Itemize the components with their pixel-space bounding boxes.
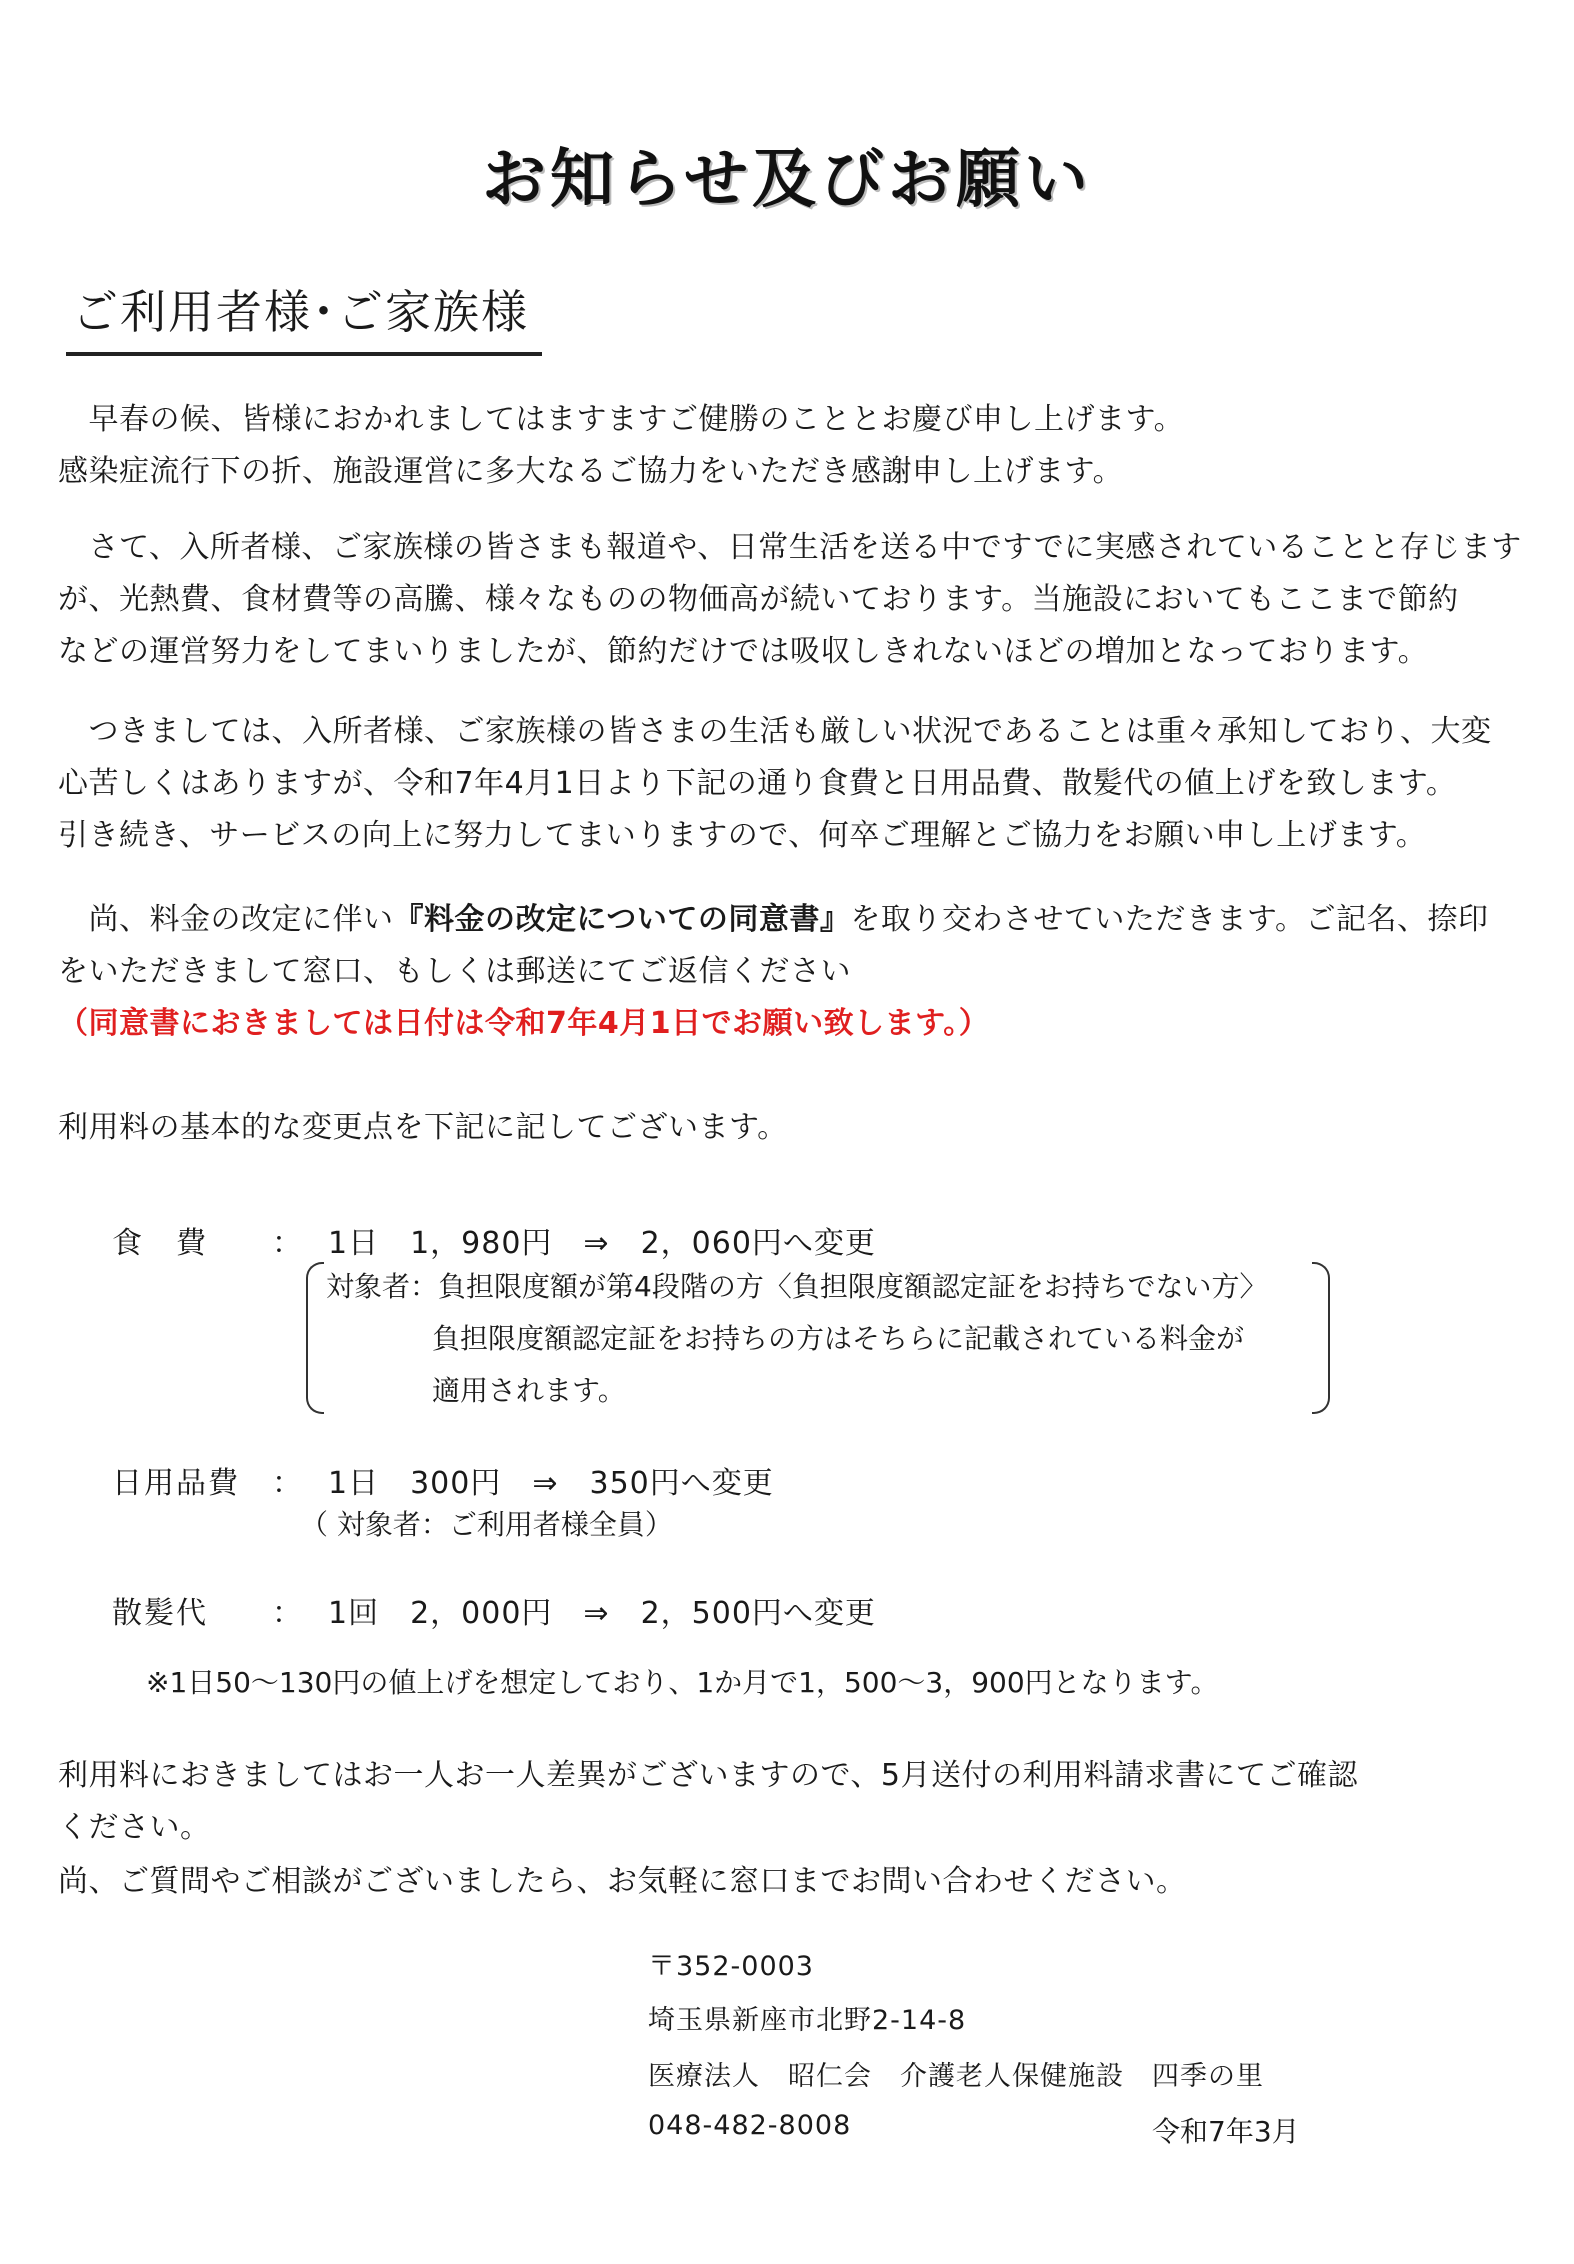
fee-value-haircut: 1回 2，000円 ⇒ 2，500円へ変更 [328,1596,876,1631]
phone-number: 048-482-8008 [648,2110,852,2141]
fee-footnote: ※1日50～130円の値上げを想定しており、1か月で1，500～3，900円となります。 [146,1666,1219,1699]
fee-value-food: 1日 1，980円 ⇒ 2，060円へ変更 [328,1226,876,1261]
food-note-line: 対象者：負担限度額が第4段階の方〈負担限度額認定証をお持ちでない方〉 [326,1270,1268,1303]
changes-intro: 利用料の基本的な変更点を下記に記してございます。 [58,1110,788,1145]
page-title: お知らせ及びお願い [481,143,1093,217]
body-line: 心苦しくはありますが、令和7年4月1日より下記の通り食費と日用品費、散髪代の値上げを致します。 [58,766,1457,801]
organization: 医療法人 昭仁会 介護老人保健施設 四季の里 [648,2061,1264,2092]
greeting-line: 感染症流行下の折、施設運営に多大なるご協力をいただき感謝申し上げます。 [58,454,1124,489]
fee-label-daily: 日用品費 [112,1466,240,1501]
body-line: などの運営努力をしてまいりましたが、節約だけでは吸収しきれないほどの増加となっております。 [58,634,1429,669]
body-line: 引き続き、サービスの向上に努力してまいりますので、何卒ご理解とご協力をお願い申し上げます。 [58,818,1427,853]
consent-document-name: 『料金の改定についての同意書』 [393,902,851,937]
closing-line: 利用料におきましてはお一人お一人差異がございますので、5月送付の利用料請求書にてご確認 [58,1758,1358,1793]
fee-colon: ： [272,1596,302,1631]
daily-note: （ 対象者：ご利用者様全員） [300,1508,673,1541]
bracket-right [1312,1262,1330,1414]
fee-value-daily: 1日 300円 ⇒ 350円へ変更 [328,1466,774,1501]
consent-date-note: （同意書におきましては日付は令和7年4月1日でお願い致します。） [58,1006,990,1041]
fee-colon: ： [272,1226,302,1261]
addressee-heading: ご利用者様･ご家族様 [66,276,542,356]
body-line: が、光熱費、食材費等の高騰、様々なものの物価高が続いております。当施設においてもここまで節約 [58,582,1459,617]
consent-suffix: を取り交わさせていただきます。ご記名、捺印 [850,902,1489,937]
address: 埼玉県新座市北野2-14-8 [648,2005,967,2036]
closing-line: ください。 [58,1810,211,1845]
consent-line: をいただきまして窓口、もしくは郵送にてご返信ください [58,954,851,989]
bracket-left [306,1262,324,1414]
consent-line [58,896,1489,944]
body-line: つきましては、入所者様、ご家族様の皆さまの生活も厳しい状況であることは重々承知しており、大変 [58,714,1492,749]
fee-label-haircut: 散髪代 [112,1596,208,1631]
food-note-line: 負担限度額認定証をお持ちの方はそちらに記載されている料金が [432,1322,1245,1355]
fee-colon: ： [272,1466,302,1501]
postal-code: 〒352-0003 [648,1951,814,1982]
consent-prefix: 尚、料金の改定に伴い [58,902,394,937]
food-note-line: 適用されます。 [432,1374,626,1407]
greeting-line: 早春の候、皆様におかれましてはますますご健勝のこととお慶び申し上げます。 [58,402,1185,437]
body-line: さて、入所者様、ご家族様の皆さまも報道や、日常生活を送る中ですでに実感されていることと存じます [58,530,1522,565]
fee-label-food: 食 費 [112,1226,208,1261]
issue-date: 令和7年3月 [1152,2115,1300,2148]
closing-line: 尚、ご質問やご相談がございましたら、お気軽に窓口までお問い合わせください。 [58,1864,1187,1899]
